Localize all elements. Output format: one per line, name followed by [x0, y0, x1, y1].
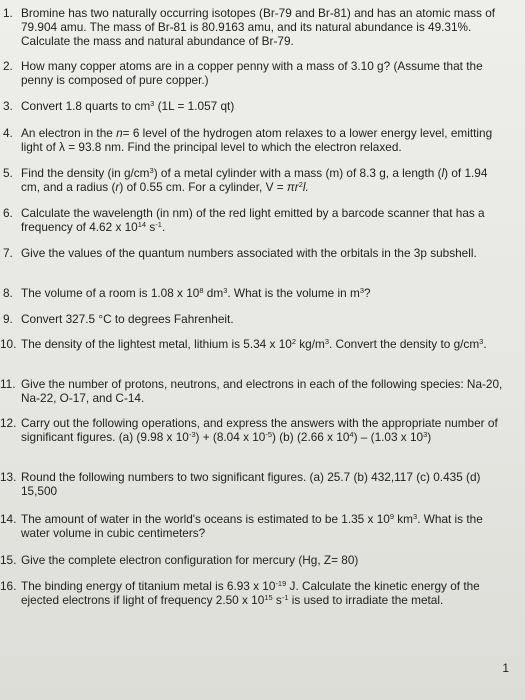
question-text: Round the following numbers to two significant figures. (a) 25.7 (b) 432,117 (c) 0.435 (d) 15,500 [21, 470, 481, 498]
question-text: The binding energy of titanium metal is 6.93 x $10^{-19}$ J. Calculate the kinetic energy of the ejected electrons if light of frequency 2.50 x $10^{15}$ $s^{-1}$ is used to irradiate the metal. [21, 579, 480, 607]
question-number: 12. [0, 416, 17, 430]
page-number: 1 [502, 661, 509, 675]
question-number: 14. [0, 512, 17, 526]
question-text: Give the complete electron configuration for mercury (Hg, Z= 80) [21, 553, 359, 567]
question-text: An electron in the n= 6 level of the hydrogen atom relaxes to a lower energy level, emitting light of λ = 93.8 nm. Find the principal level to which the electron relaxed. [21, 126, 493, 154]
question-text: Carry out the following operations, and express the answers with the appropriate number of significant figures. (a) (9.98 x $10^{-3}) + (8.04$ x $10^{-5}$) (b) (2.66 x $10^4) - (1.03$ x $10^3$) [21, 416, 498, 444]
question-number: 7. [3, 246, 13, 260]
question-number: 15. [0, 553, 17, 567]
question-number: 6. [3, 206, 13, 220]
question-text: Give the values of the quantum numbers associated with the orbitals in the 3p subshell. [21, 246, 477, 260]
question-text: Bromine has two naturally occurring isotopes (Br-79 and Br-81) and has an atomic mass of 79.904 amu. The mass of Br-81 is 80.9163 amu, and its natural abundance is 49.31%. Calculate the mass and natural abundance of Br-79. [21, 6, 496, 48]
question-number: 8. [3, 286, 13, 300]
question-text: The volume of a room is 1.08 x $10^8$ $dm^3$. What is the volume in $m^3$? [21, 286, 371, 300]
question-number: 11. [0, 377, 16, 391]
question-number: 5. [3, 166, 13, 180]
question-text: Find the density (in $g/cm^3$) of a metal cylinder with a mass (m) of 8.3 g, a length (l) of 1.94 cm, and a radius (r) of 0.55 cm. For a cylinder, $V = \pi r^2l$. [21, 166, 488, 194]
question-number: 13. [0, 470, 17, 484]
question-number: 4. [3, 126, 13, 140]
question-text: The density of the lightest metal, lithium is 5.34 x $10^2$ $kg/m^3$. Convert the density to $g/cm^3$. [21, 337, 487, 351]
question-text: Give the number of protons, neutrons, and electrons in each of the following species: Na-20, Na-22, O-17, and C-14. [21, 377, 503, 405]
question-text: Calculate the wavelength (in nm) of the red light emitted by a barcode scanner that has a frequency of 4.62 x $10^{14}$ $s^{-1}$. [21, 206, 485, 234]
question-number: 2. [3, 59, 13, 73]
question-text: Convert 1.8 quarts to $cm^3$ (1L = 1.057 qt) [21, 99, 235, 113]
question-number: 3. [3, 99, 13, 113]
question-number: 1. [3, 6, 13, 20]
question-text: Convert 327.5 °C to degrees Fahrenheit. [21, 312, 234, 326]
question-number: 16. [0, 579, 17, 593]
question-number: 10. [0, 337, 17, 351]
question-text: How many copper atoms are in a copper penny with a mass of 3.10 g? (Assume that the penny is composed of pure copper.) [21, 59, 483, 87]
question-number: 9. [3, 312, 13, 326]
question-text: The amount of water in the world's oceans is estimated to be 1.35 x $10^9$ $km^3$. What is the water volume in cubic centimeters? [21, 512, 483, 540]
